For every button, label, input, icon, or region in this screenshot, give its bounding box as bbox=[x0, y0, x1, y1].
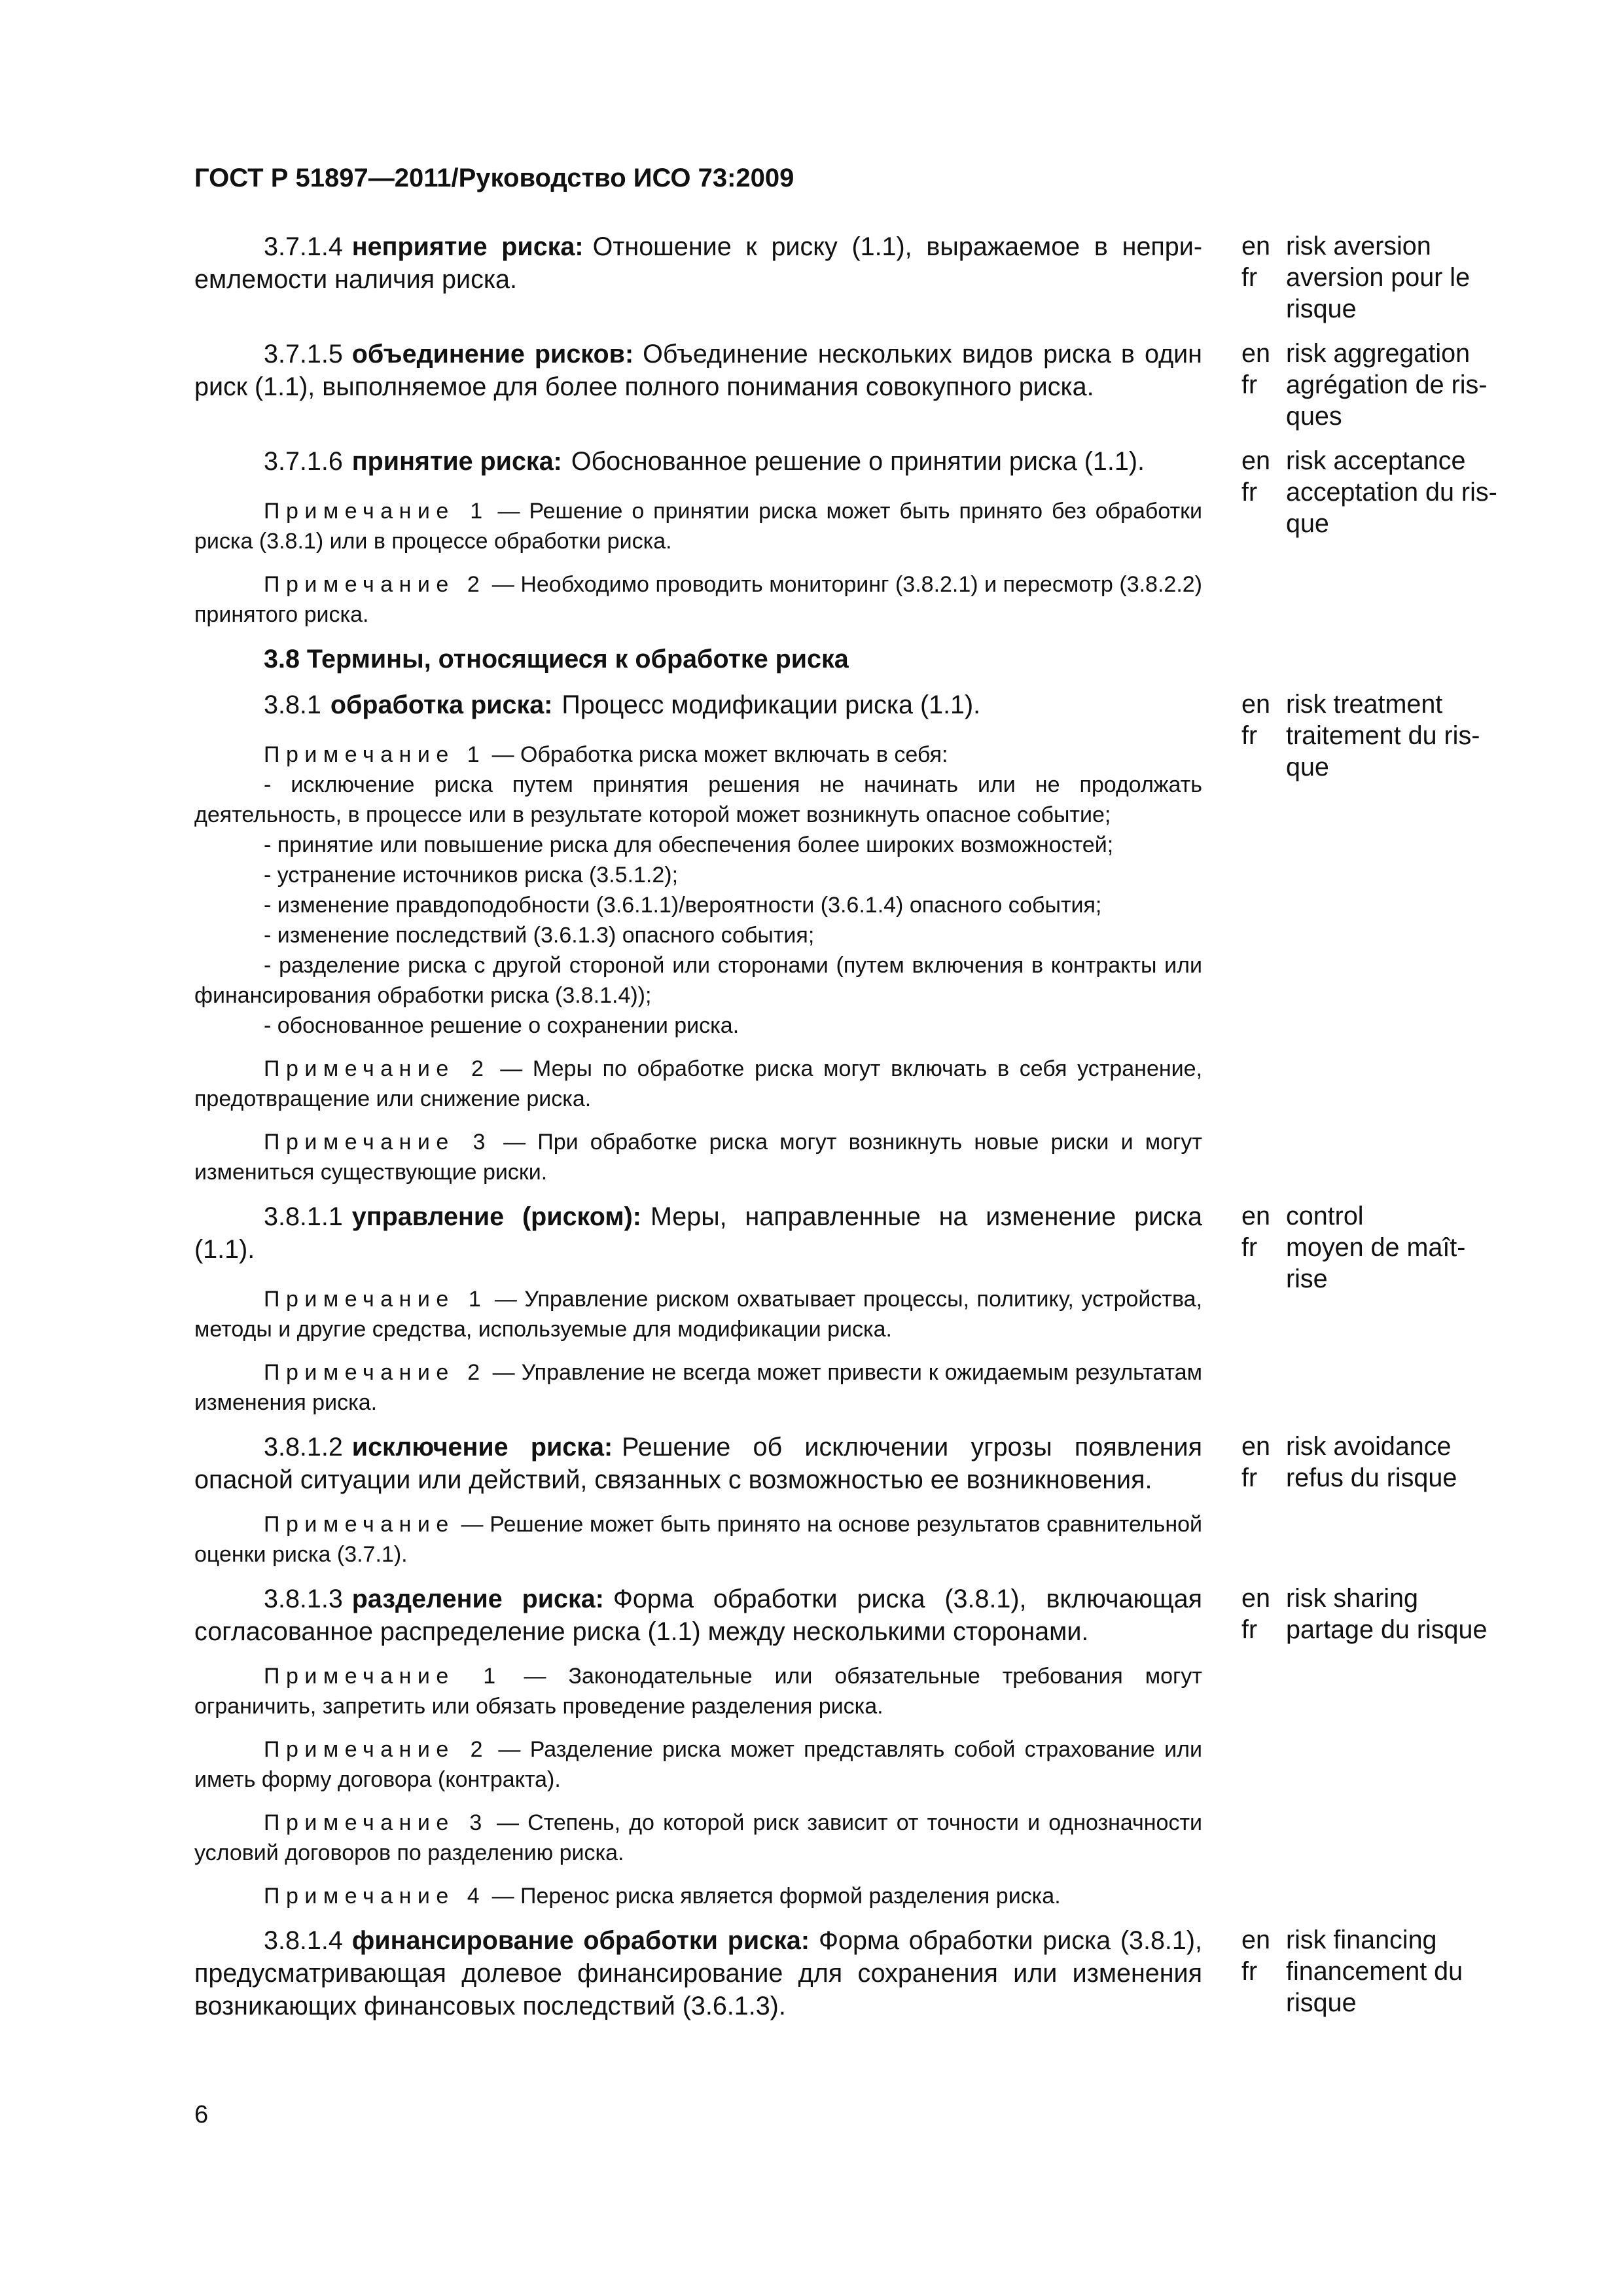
term-name: исключение риска: bbox=[351, 1433, 613, 1462]
term-note bbox=[194, 1054, 1202, 1114]
lang-code-fr: fr bbox=[1241, 478, 1258, 507]
term-number: 3.8.1.4 bbox=[264, 1926, 343, 1955]
lang-code-fr: fr bbox=[1241, 1463, 1258, 1492]
term-note bbox=[194, 1734, 1202, 1795]
note-text: — Разделение риска может представлять собой страхование или иметь форму договора (контракта). bbox=[194, 1737, 1202, 1792]
term-note bbox=[194, 1284, 1202, 1344]
list-item: - разделение риска с другой стороной или сторонами (путем включения в контракты или финансирования обработки риска (3.8.1.4)); bbox=[194, 953, 1202, 1008]
term-note bbox=[194, 1808, 1202, 1868]
translation-en: risk aversion bbox=[1286, 232, 1431, 260]
term-definition bbox=[194, 1431, 1202, 1496]
term-name: разделение риска: bbox=[351, 1585, 604, 1613]
lang-code-en: en bbox=[1241, 232, 1270, 260]
note-label: Примечание bbox=[264, 1512, 455, 1537]
note-label: Примечание 1 bbox=[264, 742, 486, 767]
term-number: 3.7.1.4 bbox=[264, 232, 343, 261]
translation-en: risk acceptance bbox=[1286, 446, 1466, 475]
term-entry-3-8-1-4 bbox=[194, 1924, 1523, 2022]
note-label: Примечание 1 bbox=[264, 1287, 488, 1312]
term-definition bbox=[194, 445, 1202, 478]
lang-code-en: en bbox=[1241, 446, 1270, 475]
translations bbox=[1241, 1200, 1523, 1295]
term-note bbox=[194, 1357, 1202, 1418]
term-note bbox=[194, 740, 1202, 770]
note-label: Примечание 3 bbox=[264, 1810, 488, 1835]
lang-code-fr: fr bbox=[1241, 1233, 1258, 1262]
lang-code-en: en bbox=[1241, 1202, 1270, 1230]
list-item: - изменение последствий (3.6.1.3) опасного события; bbox=[264, 923, 815, 948]
lang-code-fr: fr bbox=[1241, 1957, 1258, 1986]
term-name: неприятие риска: bbox=[351, 232, 584, 261]
lang-code-en: en bbox=[1241, 690, 1270, 719]
translation-fr: acceptation du ris- que bbox=[1286, 478, 1497, 538]
translation-en: control bbox=[1286, 1202, 1364, 1230]
lang-code-en: en bbox=[1241, 1926, 1270, 1954]
term-text: Отношение к риску (1.1), выражаемое в непри-емлемости наличия риска. bbox=[194, 232, 1202, 294]
term-number: 3.8.1.3 bbox=[264, 1585, 343, 1613]
translation-en: risk financing bbox=[1286, 1926, 1437, 1954]
term-number: 3.7.1.6 bbox=[264, 447, 343, 476]
note-text: — Меры по обработке риска могут включать в себя устранение, предотвращение или снижение риска. bbox=[194, 1056, 1202, 1111]
translation-fr: traitement du ris- que bbox=[1286, 721, 1480, 781]
term-text: Процесс модификации риска (1.1). bbox=[562, 691, 981, 719]
note-text: — При обработке риска могут возникнуть новые риски и могут измениться существующие риски. bbox=[194, 1130, 1203, 1185]
term-note bbox=[194, 496, 1202, 556]
note-text: — Решение может быть принято на основе результатов сравнительной оценки риска (3.7.1). bbox=[194, 1512, 1202, 1567]
list-item: - обоснованное решение о сохранении риска. bbox=[264, 1013, 740, 1038]
lang-code-fr: fr bbox=[1241, 1615, 1258, 1644]
term-entry-3-8-1-1 bbox=[194, 1200, 1523, 1418]
translation-en: risk treatment bbox=[1286, 690, 1443, 719]
note-label: Примечание 3 bbox=[264, 1130, 491, 1155]
term-definition bbox=[194, 1583, 1202, 1648]
note-text: — Необходимо проводить мониторинг (3.8.2.1) и пересмотр (3.8.2.2) принятого риска. bbox=[194, 572, 1202, 627]
term-number: 3.8.1.2 bbox=[264, 1433, 343, 1462]
translation-fr: aversion pour le risque bbox=[1286, 263, 1471, 323]
translations bbox=[1241, 445, 1523, 539]
term-name: объединение рисков: bbox=[351, 340, 634, 368]
term-name: обработка риска: bbox=[330, 691, 553, 719]
note-text: — Управление риском охватывает процессы, политику, устройства, методы и другие средства, используемые для модификации риска. bbox=[194, 1287, 1203, 1342]
lang-code-fr: fr bbox=[1241, 721, 1258, 750]
term-definition bbox=[194, 689, 1202, 721]
document-body bbox=[194, 230, 1523, 2022]
term-definition bbox=[194, 1924, 1202, 2022]
translations bbox=[1241, 689, 1523, 783]
term-number: 3.8.1 bbox=[264, 691, 321, 719]
note-label: Примечание 1 bbox=[264, 1664, 502, 1689]
note-text: — Решение о принятии риска может быть принято без обработки риска (3.8.1) или в процессе обработки риска. bbox=[194, 499, 1203, 554]
lang-code-en: en bbox=[1241, 1584, 1270, 1613]
page-number: 6 bbox=[194, 2101, 209, 2128]
translation-en: risk aggregation bbox=[1286, 339, 1471, 368]
term-text: Форма обработки риска (3.8.1), предусматривающая долевое финансирование для сохранения или изменения возникающих финансовых последствий (3.6.1.3). bbox=[194, 1926, 1202, 2020]
translation-fr: partage du risque bbox=[1286, 1615, 1488, 1644]
translation-en: risk avoidance bbox=[1286, 1432, 1452, 1461]
term-entry-3-8-1 bbox=[194, 689, 1523, 1187]
note-text: — Законодательные или обязательные требования могут ограничить, запретить или обязать проведение разделения риска. bbox=[194, 1664, 1202, 1719]
lang-code-en: en bbox=[1241, 339, 1270, 368]
translation-en: risk sharing bbox=[1286, 1584, 1418, 1613]
term-definition bbox=[194, 230, 1202, 296]
note-label: Примечание 2 bbox=[264, 1056, 490, 1081]
lang-code-en: en bbox=[1241, 1432, 1270, 1461]
list-item: - принятие или повышение риска для обеспечения более широких возможностей; bbox=[264, 833, 1114, 857]
term-note bbox=[194, 1127, 1202, 1187]
term-definition bbox=[194, 1200, 1202, 1266]
term-note bbox=[194, 1881, 1202, 1911]
term-text: Меры, направленные на изменение риска (1.1). bbox=[194, 1202, 1202, 1264]
note-text: — Степень, до которой риск зависит от точности и однозначности условий договоров по разделению риска. bbox=[194, 1810, 1203, 1865]
term-entry-3-7-1-5 bbox=[194, 338, 1523, 432]
term-name: управление (риском): bbox=[351, 1202, 641, 1231]
translations bbox=[1241, 1924, 1523, 2018]
lang-code-fr: fr bbox=[1241, 370, 1258, 399]
list-item: - изменение правдоподобности (3.6.1.1)/вероятности (3.6.1.4) опасного события; bbox=[264, 893, 1102, 918]
term-text: Форма обработки риска (3.8.1), включающая согласованное распределение риска (1.1) между несколькими сторонами. bbox=[194, 1585, 1202, 1646]
note-text: — Управление не всегда может привести к ожидаемым результатам изменения риска. bbox=[194, 1360, 1202, 1415]
note-text: — Обработка риска может включать в себя: bbox=[486, 742, 948, 767]
translation-fr: agrégation de ris- ques bbox=[1286, 370, 1488, 431]
term-number: 3.7.1.5 bbox=[264, 340, 343, 368]
translation-fr: financement du risque bbox=[1286, 1957, 1463, 2017]
page-header: ГОСТ Р 51897—2011/Руководство ИСО 73:2009 bbox=[194, 164, 794, 192]
translations bbox=[1241, 230, 1523, 325]
translations bbox=[1241, 1583, 1523, 1645]
term-note bbox=[194, 1661, 1202, 1721]
term-note bbox=[194, 1509, 1202, 1570]
note-label: Примечание 1 bbox=[264, 499, 489, 524]
section-heading: 3.8 Термины, относящиеся к обработке риска bbox=[264, 645, 849, 673]
translation-fr: refus du risque bbox=[1286, 1463, 1457, 1492]
note-label: Примечание 4 bbox=[264, 1884, 486, 1909]
term-name: принятие риска: bbox=[351, 447, 562, 476]
term-definition bbox=[194, 338, 1202, 403]
translations bbox=[1241, 1431, 1523, 1494]
term-text: Решение об исключении угрозы появления опасной ситуации или действий, связанных с возможностью ее возникновения. bbox=[194, 1433, 1202, 1494]
translation-fr: moyen de maît- rise bbox=[1286, 1233, 1466, 1293]
term-number: 3.8.1.1 bbox=[264, 1202, 343, 1231]
note-label: Примечание 2 bbox=[264, 572, 486, 597]
term-note bbox=[194, 569, 1202, 630]
note-label: Примечание 2 bbox=[264, 1360, 486, 1385]
translations bbox=[1241, 338, 1523, 432]
list-item: - устранение источников риска (3.5.1.2); bbox=[264, 863, 679, 888]
note-list bbox=[194, 770, 1202, 1041]
term-entry-3-7-1-4 bbox=[194, 230, 1523, 325]
term-name: финансирование обработки риска: bbox=[351, 1926, 810, 1955]
list-item: - исключение риска путем принятия решения не начинать или не продолжать деятельность, в процессе или в результате которой может возникнуть опасное событие; bbox=[194, 772, 1202, 827]
note-label: Примечание 2 bbox=[264, 1737, 490, 1762]
term-entry-3-7-1-6 bbox=[194, 445, 1523, 630]
term-entry-3-8-1-2 bbox=[194, 1431, 1523, 1570]
term-text: Объединение нескольких видов риска в один риск (1.1), выполняемое для более полного понимания совокупного риска. bbox=[194, 340, 1202, 401]
note-text: — Перенос риска является формой разделения риска. bbox=[486, 1884, 1061, 1909]
lang-code-fr: fr bbox=[1241, 263, 1258, 292]
term-entry-3-8-1-3 bbox=[194, 1583, 1523, 1911]
term-text: Обоснованное решение о принятии риска (1.1). bbox=[571, 447, 1145, 476]
